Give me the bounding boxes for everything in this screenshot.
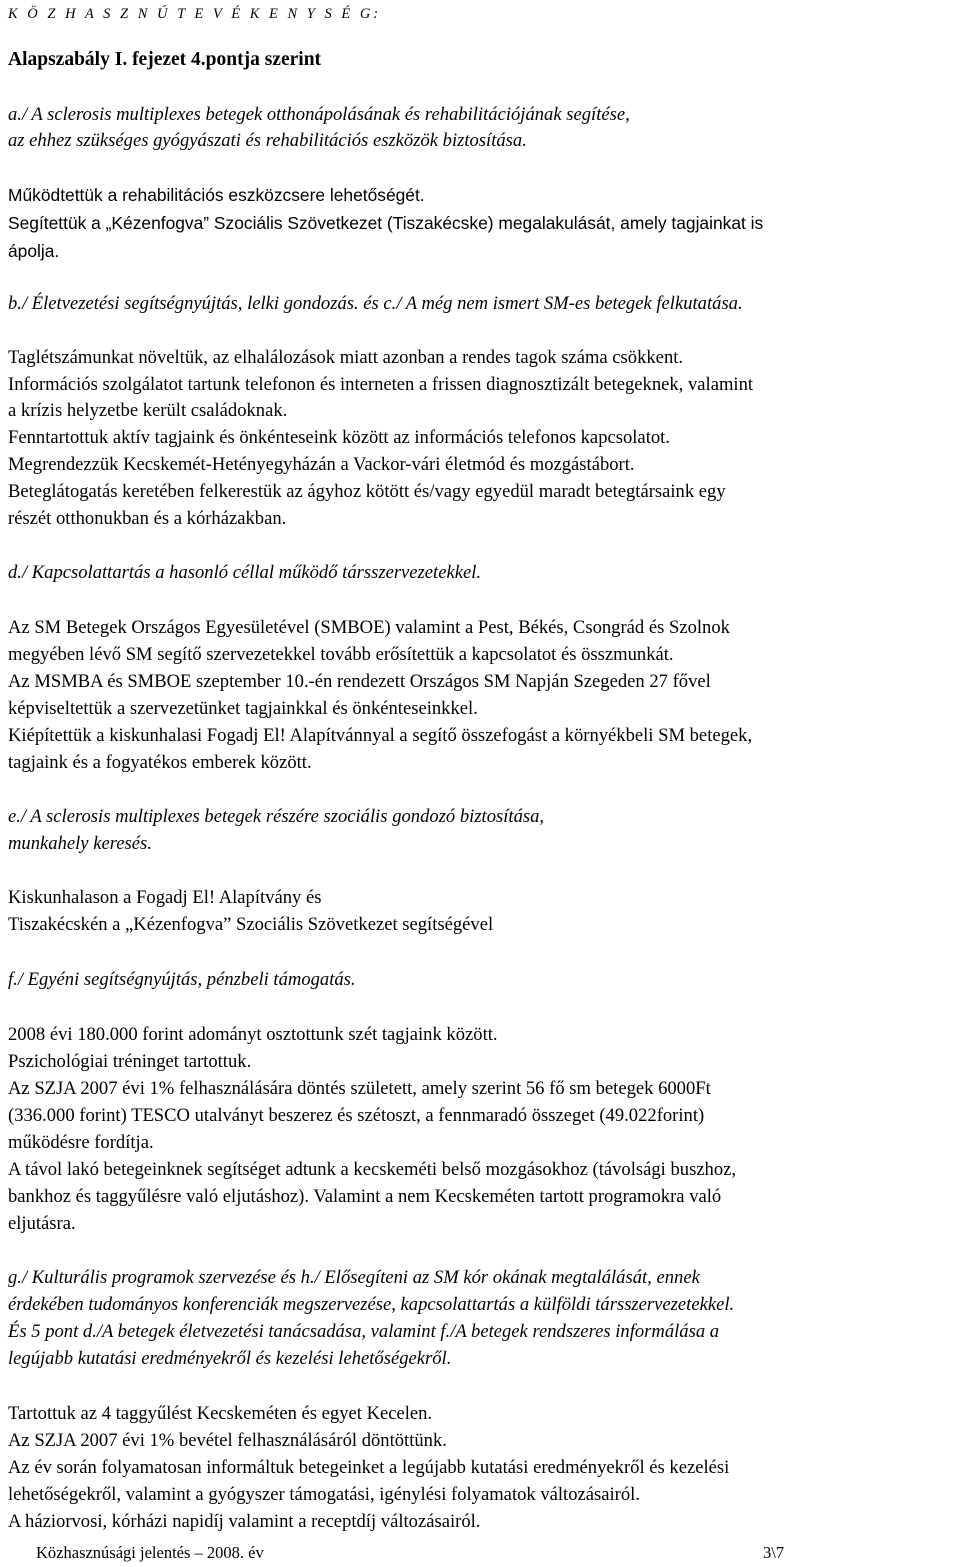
section-a-heading-line-1: a./ A sclerosis multiplexes betegek otthonápolásának és rehabilitációjának segítése, [8,104,630,125]
section-d-paragraph-1-line-1: Az SM Betegek Országos Egyesületével (SMBOE) valamint a Pest, Békés, Csongrád és Szolnok [8,617,730,638]
section-e-paragraph-2: Tiszakécskén a „Kézenfogva” Szociális Szövetkezet segítségével [8,914,494,935]
section-f-paragraph-1: 2008 évi 180.000 forint adományt osztottunk szét tagjaink között. [8,1024,498,1045]
section-a-heading-line-2: az ehhez szükséges gyógyászati és rehabilitációs eszközök biztosítása. [8,130,527,151]
section-d-paragraph-3-line-1: Kiépítettük a kiskunhalasi Fogadj El! Alapítvánnyal a segítő összefogást a környékbeli SM betegek, [8,725,753,746]
section-bc-paragraph-5-line-2: részét otthonukban és a kórházakban. [8,508,287,529]
section-f-paragraph-4-line-1: A távol lakó betegeinknek segítséget adtunk a kecskeméti belső mozgásokhoz (távolsági buszhoz, [8,1159,737,1180]
section-gh-paragraph-4: A háziorvosi, kórházi napidíj valamint a receptdíj változásairól. [8,1511,481,1532]
section-f-paragraph-3-line-3: működésre fordítja. [8,1132,154,1153]
section-f-paragraph-3-line-2: (336.000 forint) TESCO utalványt beszerez és szétoszt, a fennmaradó összeget (49.022forint) [8,1105,705,1126]
section-gh-paragraph-3-line-1: Az év során folyamatosan informáltuk betegeinket a legújabb kutatási eredményekről és kezelési [8,1457,730,1478]
section-f-paragraph-2: Pszichológiai tréninget tartottuk. [8,1051,252,1072]
section-gh-paragraph-2: Az SZJA 2007 évi 1% bevétel felhasználásáról döntöttünk. [8,1430,447,1451]
section-gh-heading-line-2: érdekében tudományos konferenciák megszervezése, kapcsolattartás a külföldi társszervezetekkel. [8,1294,735,1315]
section-e-paragraph-1: Kiskunhalason a Fogadj El! Alapítvány és [8,887,322,908]
section-title: Alapszabály I. fejezet 4.pontja szerint [8,49,322,70]
footer-report-title: Közhasznúsági jelentés – 2008. év [36,1543,264,1562]
section-bc-heading: b./ Életvezetési segítségnyújtás, lelki gondozás. és c./ A még nem ismert SM-es betegek felkutatása. [8,293,743,314]
section-a-paragraph-2-line-2: ápolja. [8,241,60,261]
section-bc-paragraph-2-line-2: a krízis helyzetbe került családoknak. [8,400,288,421]
section-gh-heading-line-3: És 5 pont d./A betegek életvezetési tanácsadása, valamint f./A betegek rendszeres informálása a [8,1321,720,1342]
section-gh-heading-line-4: legújabb kutatási eredményekről és kezelési lehetőségekről. [8,1348,452,1369]
section-f-heading: f./ Egyéni segítségnyújtás, pénzbeli támogatás. [8,969,356,990]
section-gh-heading-line-1: g./ Kulturális programok szervezése és h./ Elősegíteni az SM kór okának megtalálását, ennek [8,1267,700,1288]
section-d-paragraph-3-line-2: tagjaink és a fogyatékos emberek között. [8,752,312,773]
section-d-paragraph-1-line-2: megyében lévő SM segítő szervezetekkel tovább erősítettük a kapcsolatot és összmunkát. [8,644,674,665]
section-bc-paragraph-4: Megrendezzük Kecskemét-Hetényegyházán a Vackor-vári életmód és mozgástábort. [8,454,635,475]
section-f-paragraph-4-line-2: bankhoz és taggyűlésre való eljutáshoz). Valamint a nem Kecskeméten tartott programokra való [8,1186,722,1207]
section-f-paragraph-3-line-1: Az SZJA 2007 évi 1% felhasználására döntés született, amely szerint 56 fő sm betegek 6000Ft [8,1078,711,1099]
section-bc-paragraph-5-line-1: Beteglátogatás keretében felkerestük az ágyhoz kötött és/vagy egyedül maradt betegtársaink egy [8,481,726,502]
page-header: K Ö Z H A S Z N Ú T E V É K E N Y S É G: [8,6,382,22]
section-e-heading-line-1: e./ A sclerosis multiplexes betegek részére szociális gondozó biztosítása, [8,806,545,827]
section-a-paragraph-1: Működtettük a rehabilitációs eszközcsere lehetőségét. [8,185,425,205]
footer-page-number: 3\7 [763,1543,785,1562]
section-f-paragraph-4-line-3: eljutásra. [8,1213,76,1234]
section-d-paragraph-2-line-2: képviseltettük a szervezetünket tagjainkkal és önkénteseinkkel. [8,698,478,719]
section-e-heading-line-2: munkahely keresés. [8,833,152,854]
section-gh-paragraph-3-line-2: lehetőségekről, valamint a gyógyszer támogatási, igénylési folyamatok változásairól. [8,1484,640,1505]
document-page [8,0,956,1567]
section-bc-paragraph-1: Taglétszámunkat növeltük, az elhalálozások miatt azonban a rendes tagok száma csökkent. [8,347,684,368]
section-d-heading: d./ Kapcsolattartás a hasonló céllal működő társszervezetekkel. [8,562,482,583]
section-a-paragraph-2-line-1: Segítettük a „Kézenfogva” Szociális Szövetkezet (Tiszakécske) megalakulását, amely tagjainkat is [8,213,764,233]
section-bc-paragraph-3: Fenntartottuk aktív tagjaink és önkénteseink között az információs telefonos kapcsolatot. [8,427,670,448]
section-d-paragraph-2-line-1: Az MSMBA és SMBOE szeptember 10.-én rendezett Országos SM Napján Szegeden 27 fővel [8,671,711,692]
section-gh-paragraph-1: Tartottuk az 4 taggyűlést Kecskeméten és egyet Kecelen. [8,1403,433,1424]
section-bc-paragraph-2-line-1: Információs szolgálatot tartunk telefonon és interneten a frissen diagnosztizált betegeknek, valamint [8,374,754,395]
